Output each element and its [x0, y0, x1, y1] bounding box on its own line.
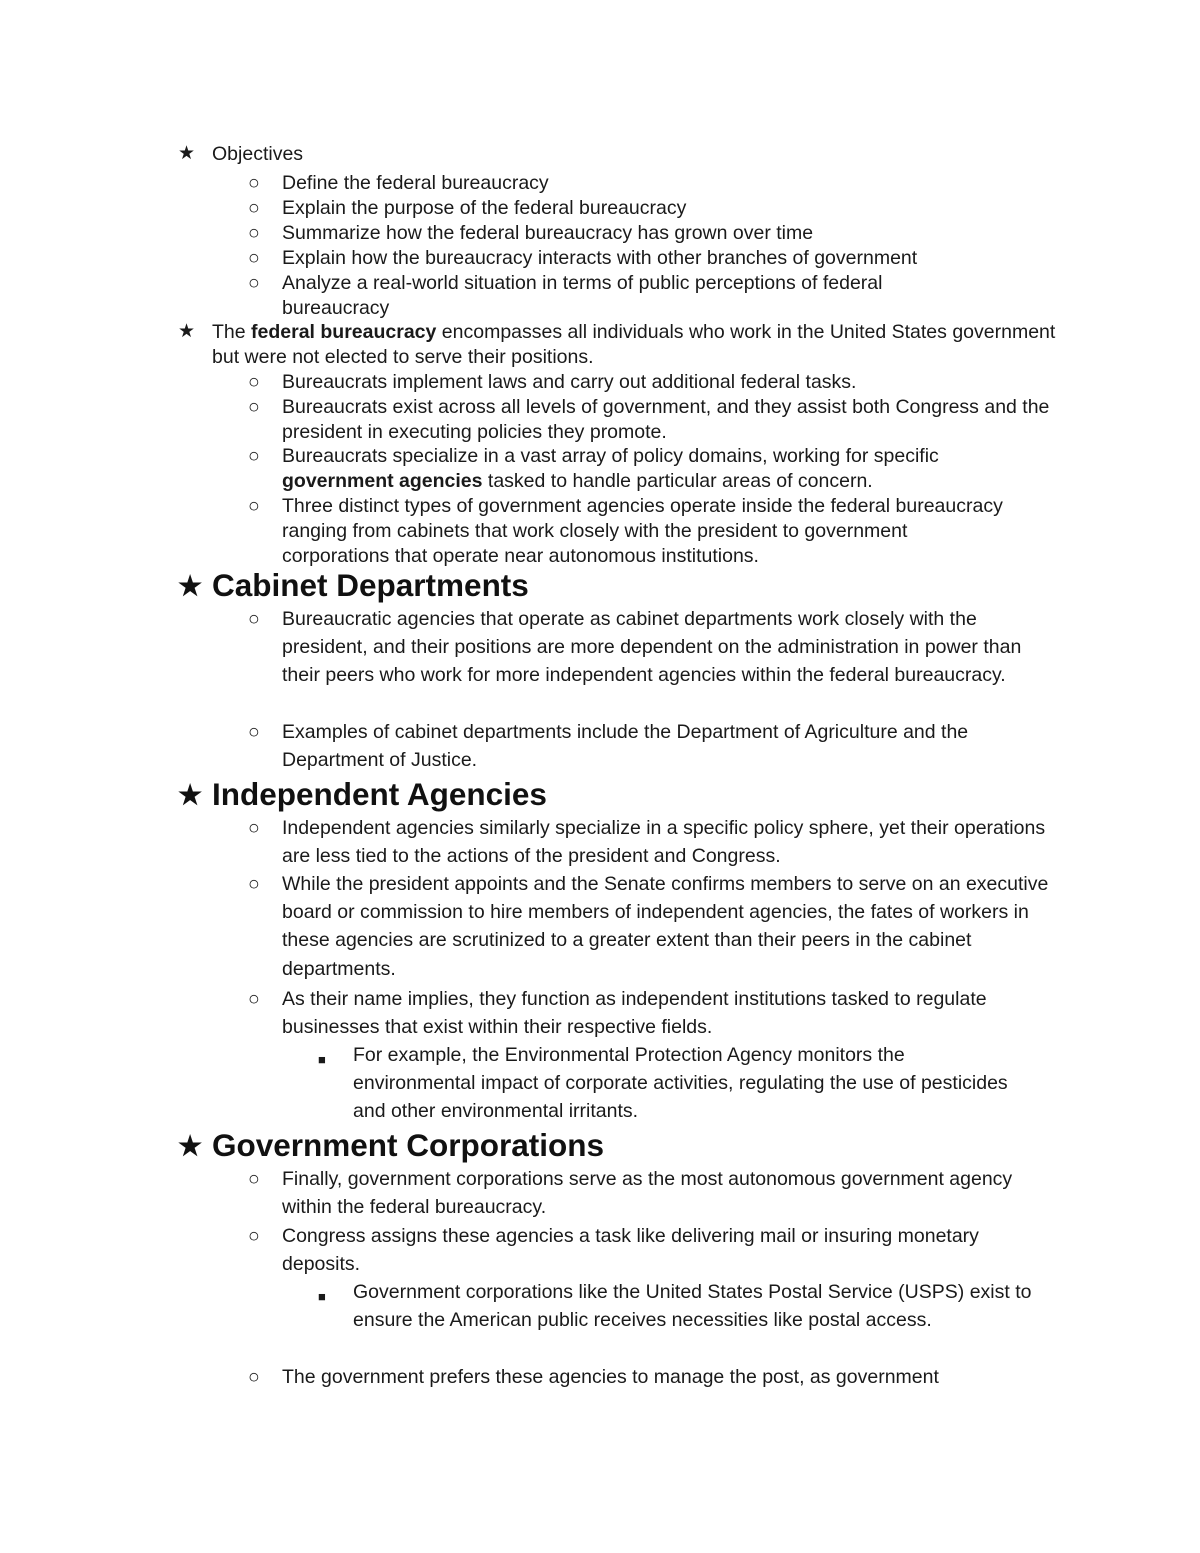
bureaucrat-item	[248, 395, 1058, 445]
circle-bullet-icon: ○	[248, 396, 260, 418]
objectives-item	[178, 142, 1058, 167]
circle-bullet-icon: ○	[248, 1168, 260, 1190]
objective-text: Define the federal bureaucracy	[282, 172, 549, 194]
independent-item	[248, 870, 1058, 983]
circle-bullet-icon: ○	[248, 873, 260, 895]
independent-item	[248, 985, 1008, 1041]
circle-bullet-icon: ○	[248, 608, 260, 630]
cabinet-item	[248, 718, 1058, 774]
objective-item	[248, 246, 1058, 271]
corporations-text: Congress assigns these agencies a task like delivering mail or insuring monetary deposits.	[282, 1225, 979, 1276]
objective-item	[248, 271, 968, 321]
corporations-heading-text: Government Corporations	[212, 1127, 605, 1163]
objective-item	[248, 221, 1058, 246]
bureaucrat-item	[248, 444, 1038, 494]
independent-text: While the president appoints and the Senate confirms members to serve on an executive board or commission to hire members of independent agencies, the fates of workers in these agencies are scrutinized to a greater extent than their peers in the cabinet departments.	[282, 873, 1049, 980]
square-bullet-icon: ■	[318, 1289, 326, 1304]
objective-item	[248, 196, 1058, 221]
bureaucrat-text: Bureaucrats specialize in a vast array of policy domains, working for specific government agencies tasked to handle particular areas of concern.	[282, 445, 939, 492]
corporations-subitem	[318, 1278, 1038, 1334]
federal-bureaucracy-term: federal bureaucracy	[251, 321, 437, 343]
objective-text: Explain the purpose of the federal bureaucracy	[282, 197, 687, 219]
independent-item	[248, 814, 1058, 870]
independent-heading	[178, 775, 1058, 813]
bureaucrat-text: Three distinct types of government agencies operate inside the federal bureaucracy ranging from cabinets that work closely with the president to government corporations that operate near autonomous institutions.	[282, 495, 1003, 567]
federal-bureaucracy-text: The federal bureaucracy encompasses all individuals who work in the United States government but were not elected to serve their positions.	[212, 321, 1056, 368]
bureaucrat-item	[248, 370, 1058, 395]
circle-bullet-icon: ○	[248, 272, 260, 294]
independent-heading-text: Independent Agencies	[212, 776, 547, 812]
independent-subitem	[318, 1041, 1008, 1126]
cabinet-heading	[178, 566, 1058, 604]
independent-text: Independent agencies similarly specialize in a specific policy sphere, yet their operations are less tied to the actions of the president and Congress.	[282, 817, 1046, 868]
objective-text: Explain how the bureaucracy interacts with other branches of government	[282, 247, 918, 269]
corporations-item	[248, 1165, 1038, 1221]
federal-bureaucracy-item	[178, 320, 1058, 370]
corporations-text: The government prefers these agencies to manage the post, as government	[282, 1366, 939, 1388]
objective-text: Analyze a real-world situation in terms of public perceptions of federal bureaucracy	[282, 272, 883, 319]
circle-bullet-icon: ○	[248, 247, 260, 269]
cabinet-text: Bureaucratic agencies that operate as cabinet departments work closely with the president, and their positions are more dependent on the administration in power than their peers who work for more independent agencies within the federal bureaucracy.	[282, 608, 1022, 687]
independent-subtext: For example, the Environmental Protection Agency monitors the environmental impact of corporate activities, regulating the use of pesticides and other environmental irritants.	[353, 1044, 1008, 1123]
star-bullet-icon: ★	[178, 321, 196, 342]
circle-bullet-icon: ○	[248, 988, 260, 1010]
square-bullet-icon: ■	[318, 1052, 326, 1067]
circle-bullet-icon: ○	[248, 445, 260, 467]
circle-bullet-icon: ○	[248, 197, 260, 219]
circle-bullet-icon: ○	[248, 817, 260, 839]
corporations-item	[248, 1363, 1058, 1391]
circle-bullet-icon: ○	[248, 222, 260, 244]
bureaucrat-item	[248, 494, 1008, 568]
circle-bullet-icon: ○	[248, 721, 260, 743]
corporations-subtext: Government corporations like the United States Postal Service (USPS) exist to ensure the American public receives necessities like postal access.	[353, 1281, 1032, 1332]
corporations-heading	[178, 1126, 1058, 1164]
objective-text: Summarize how the federal bureaucracy has grown over time	[282, 222, 814, 244]
star-bullet-icon: ★	[178, 1131, 203, 1161]
circle-bullet-icon: ○	[248, 495, 260, 517]
corporations-item	[248, 1222, 1058, 1278]
circle-bullet-icon: ○	[248, 1225, 260, 1247]
cabinet-heading-text: Cabinet Departments	[212, 567, 529, 603]
circle-bullet-icon: ○	[248, 1366, 260, 1388]
cabinet-item	[248, 605, 1058, 690]
bureaucrat-text: Bureaucrats exist across all levels of government, and they assist both Congress and the president in executing policies they promote.	[282, 396, 1050, 443]
cabinet-text: Examples of cabinet departments include the Department of Agriculture and the Department of Justice.	[282, 721, 969, 772]
bureaucrat-text: Bureaucrats implement laws and carry out additional federal tasks.	[282, 371, 857, 393]
star-bullet-icon: ★	[178, 571, 203, 601]
circle-bullet-icon: ○	[248, 371, 260, 393]
government-agencies-term: government agencies	[282, 469, 483, 492]
corporations-text: Finally, government corporations serve as the most autonomous government agency within the federal bureaucracy.	[282, 1168, 1013, 1219]
objective-item	[248, 171, 1058, 196]
independent-text: As their name implies, they function as independent institutions tasked to regulate businesses that exist within their respective fields.	[282, 988, 987, 1039]
objectives-label: Objectives	[212, 143, 304, 165]
circle-bullet-icon: ○	[248, 172, 260, 194]
star-bullet-icon: ★	[178, 780, 203, 810]
star-bullet-icon: ★	[178, 143, 196, 164]
